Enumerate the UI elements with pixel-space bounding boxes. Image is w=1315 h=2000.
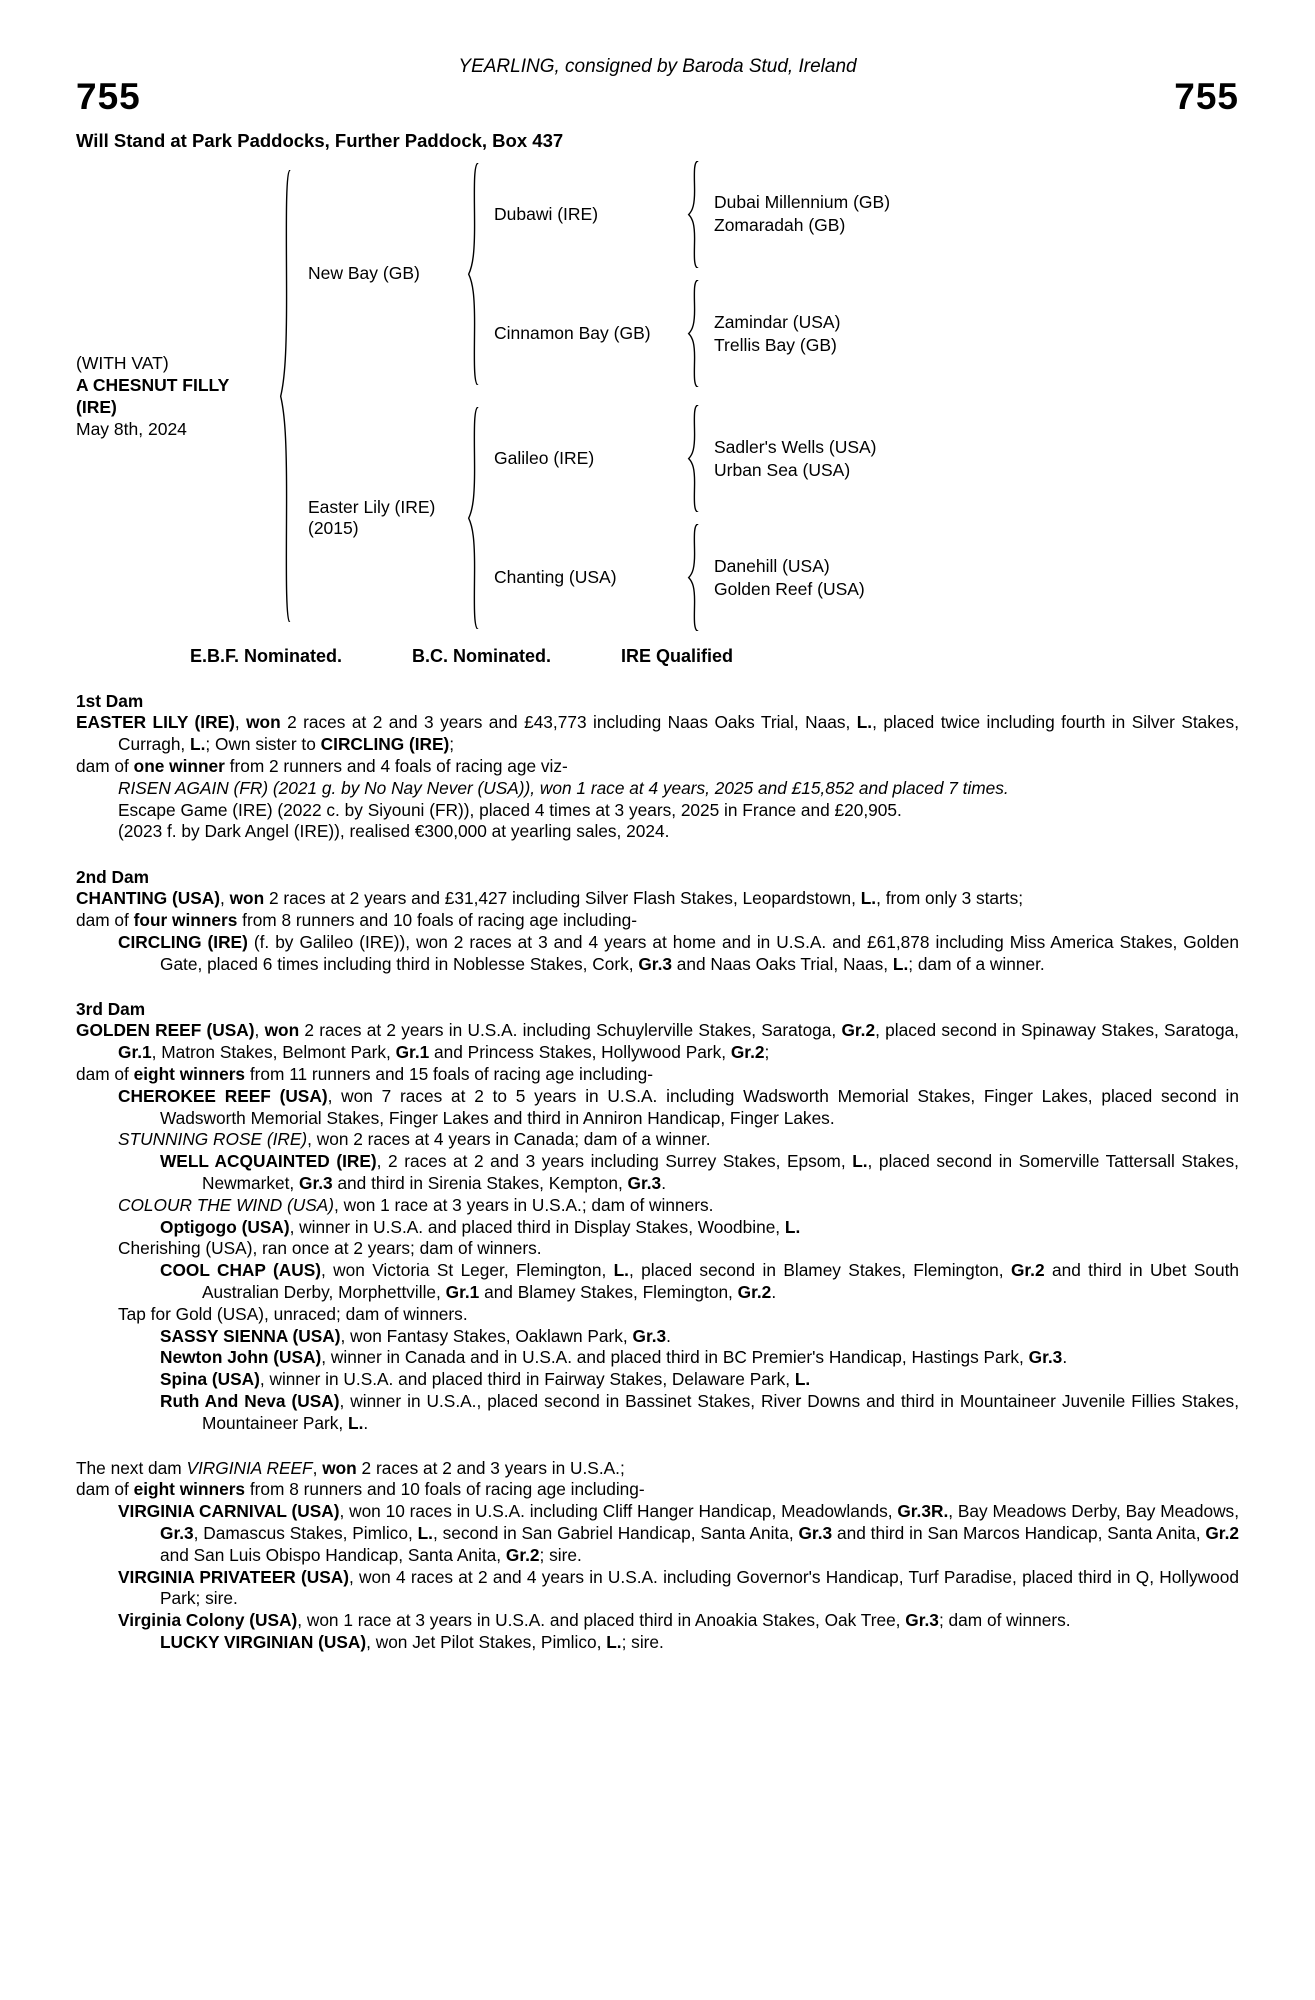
text-run: , placed second in Blamey Stakes, Flemington, [628,1260,1011,1281]
text-run: eight winners [133,1479,246,1500]
sire-generation-2 [494,160,890,388]
text-run: Gr.1 [445,1281,480,1302]
dam-branch [308,404,890,632]
text-run: dam of [76,909,134,930]
text-run: SASSY SIENNA (USA) [160,1325,341,1346]
pedigree-paragraph [76,888,1239,910]
text-run: L. [606,1631,622,1652]
text-run: 2 races at 2 years in U.S.A. including Schuylerville Stakes, Saratoga, [299,1020,842,1041]
text-run: , won 1 race at 3 years in U.S.A. and placed third in Anoakia Stakes, Oak Tree, [297,1610,906,1631]
ire-qualified-label: IRE Qualified [621,646,734,667]
text-run: Newton John (USA) [160,1347,322,1368]
text-run: VIRGINIA CARNIVAL (USA) [118,1501,340,1522]
dam-sire-sire-name: Sadler's Wells (USA) [714,436,877,457]
text-run: 2 races at 2 and 3 years in U.S.A.; [356,1457,625,1478]
text-run: , Matron Stakes, Belmont Park, [151,1042,396,1063]
text-run: , from only 3 starts; [876,888,1024,909]
text-run: CHEROKEE REEF (USA) [118,1085,328,1106]
text-run: Gr.3 [627,1172,662,1193]
text-run: COOL CHAP (AUS) [160,1260,321,1281]
text-run: Gr.2 [1010,1260,1045,1281]
text-run: , 2 races at 2 and 3 years including Surrey Stakes, Epsom, [376,1151,853,1172]
text-run: VIRGINIA REEF [186,1457,313,1478]
text-run: won [246,712,281,733]
section-heading: 3rd Dam [76,999,146,1020]
sire-sire-branch [494,160,890,269]
pedigree-paragraph [76,1064,1239,1086]
sire-sire-sire-name: Dubai Millennium (GB) [714,192,891,213]
text-run: L. [856,712,873,733]
dam-sire-dam-name: Urban Sea (USA) [714,459,851,480]
sire-dam-dam-name: Trellis Bay (GB) [714,334,837,355]
section-heading: 2nd Dam [76,867,149,888]
text-run: (f. by Galileo (IRE)), won 2 races at 3 and 4 years at home and in U.S.A. and £61,878 including Miss America Stakes, Golden Gate, placed 6 times including third in Noblesse Stakes, Cork, [160,931,1239,974]
text-run: EASTER LILY (IRE) [76,712,235,733]
dam-dam-name: Chanting (USA) [494,567,617,588]
pedigree-paragraph [76,756,1239,778]
text-run: , placed second in Spinaway Stakes, Saratoga, [875,1020,1239,1041]
pedigree-paragraph [76,1260,1239,1304]
brace-icon [686,404,710,513]
text-run: won [322,1457,357,1478]
text-run: and San Luis Obispo Handicap, Santa Anita, [160,1544,506,1565]
pedigree-chart [76,160,1239,633]
section-heading: 1st Dam [76,691,144,712]
text-run: , [234,712,247,733]
foaling-date: May 8th, 2024 [76,419,187,440]
text-run: Optigogo (USA) [160,1216,290,1237]
text-run: ; sire. [621,1631,664,1652]
pedigree-paragraph [76,1632,1239,1654]
text-run: L. [860,888,877,909]
text-run: The next dam [76,1457,187,1478]
text-run: , winner in U.S.A. and placed third in Fairway Stakes, Delaware Park, [259,1369,795,1390]
text-run: from 8 runners and 10 foals of racing age including- [245,1479,645,1500]
sire-sire-dam-name: Zomaradah (GB) [714,215,846,236]
pedigree-paragraph [76,821,1239,843]
text-run: from 11 runners and 15 foals of racing age including- [245,1063,653,1084]
text-run: Gr.3 [798,1522,833,1543]
pedigree-paragraph [76,1326,1239,1348]
text-run: Gr.3R. [897,1501,949,1522]
pedigree-paragraph [76,1086,1239,1130]
text-run: Cherishing (USA), ran once at 2 years; dam of winners. [118,1238,542,1259]
text-run: L. [190,734,206,755]
text-run: L. [348,1412,364,1433]
brace-icon [686,160,710,269]
horse-details [76,352,276,440]
pedigree-paragraph [76,1347,1239,1369]
text-run: (2023 f. by Dark Angel (IRE)), realised €300,000 at yearling sales, 2024. [118,821,670,842]
pedigree-paragraph [76,712,1239,756]
text-run: ; [764,1042,770,1063]
text-run: ; Own sister to [205,734,321,755]
nominations-row [76,646,1239,667]
dam-dam-sire-name: Danehill (USA) [714,555,830,576]
ebf-nominated-label: E.B.F. Nominated. [190,646,343,667]
text-run: one winner [133,756,225,776]
pedigree-paragraph [76,1020,1239,1064]
text-run: , second in San Gabriel Handicap, Santa Anita, [432,1522,799,1543]
text-run: dam of [76,1063,134,1084]
pedigree-paragraph [76,1369,1239,1391]
sire-dam-branch [494,279,890,388]
text-run: eight winners [133,1063,246,1084]
dam-section [76,690,1239,843]
text-run: dam of [76,756,134,776]
pedigree-paragraph [76,1391,1239,1435]
pedigree-paragraph [76,778,1239,800]
pedigree-paragraph [76,1501,1239,1566]
text-run: . [1062,1347,1068,1368]
pedigree-paragraph [76,800,1239,822]
text-run: Tap for Gold (USA), unraced; dam of winners. [118,1303,468,1324]
lot-number-row [76,78,1239,117]
text-run: Gr.2 [841,1020,876,1041]
text-run: STUNNING ROSE (IRE) [118,1129,308,1150]
text-run: VIRGINIA PRIVATEER (USA) [118,1566,349,1587]
pedigree-paragraph [76,1151,1239,1195]
text-run: and Princess Stakes, Hollywood Park, [429,1042,731,1063]
text-run: ; [449,734,455,755]
dam-sire-name: Galileo (IRE) [494,448,595,469]
text-run: 2 races at 2 and 3 years and £43,773 including Naas Oaks Trial, Naas, [280,712,857,733]
sire-sire-name: Dubawi (IRE) [494,203,599,224]
text-run: Gr.2 [505,1544,540,1565]
text-run: , won Victoria St Leger, Flemington, [320,1260,614,1281]
text-run: and third in Sirenia Stakes, Kempton, [332,1172,628,1193]
pedigree-paragraph [76,932,1239,976]
generation-3 [714,312,840,356]
text-run: won [229,888,265,909]
vat-note: (WITH VAT) [76,353,169,374]
pedigree-paragraph [76,1238,1239,1260]
pedigree-text [76,690,1239,1653]
text-run: COLOUR THE WIND (USA) [118,1194,335,1215]
text-run: and Blamey Stakes, Flemington, [479,1281,738,1302]
text-run: . [666,1325,671,1346]
text-run: Gr.1 [118,1042,152,1063]
text-run: CIRCLING (IRE) [118,931,248,952]
text-run: CHANTING (USA) [76,888,220,909]
pedigree-paragraph [76,1217,1239,1239]
text-run: L. [794,1369,811,1390]
sire-dam-name: Cinnamon Bay (GB) [494,323,651,344]
pedigree-paragraph [76,1304,1239,1326]
text-run: won [264,1020,300,1041]
brace-icon [686,279,710,388]
text-run: Gr.3 [160,1522,194,1543]
text-run: , placed twice including fourth in Silver Stakes, Curragh, [118,712,1239,755]
text-run: Escape Game (IRE) (2022 c. by Siyouni (FR)), placed 4 times at 3 years, 2025 in France and £20,905. [118,799,902,820]
pedigree-paragraph [76,1129,1239,1151]
text-run: L. [892,953,909,974]
text-run: Gr.3 [905,1610,939,1631]
bc-nominated-label: B.C. Nominated. [412,646,552,667]
text-run: from 2 runners and 4 foals of racing age viz- [224,756,568,776]
lot-number-left: 755 [76,76,141,117]
text-run: Gr.1 [395,1042,430,1063]
pedigree-paragraph [76,1610,1239,1632]
text-run: and Naas Oaks Trial, Naas, [672,953,893,974]
text-run: Spina (USA) [160,1369,260,1390]
text-run: , won 7 races at 2 to 5 years in U.S.A. including Wadsworth Memorial Stakes, Finger Lakes, placed second in Wadsworth Memorial Stakes, Finger Lakes and third in Anniron Handicap, Finger Lakes. [160,1085,1239,1128]
dam-dam-dam-name: Golden Reef (USA) [714,578,865,599]
text-run: WELL ACQUAINTED (IRE) [160,1151,377,1172]
horse-country: (IRE) [76,397,117,418]
pedigree-paragraph [76,910,1239,932]
text-run: Virginia Colony (USA) [118,1610,298,1631]
text-run: GOLDEN REEF (USA) [76,1020,255,1041]
sire-name: New Bay (GB) [308,263,420,284]
dam-name: Easter Lily (IRE) [308,497,436,518]
pedigree-paragraph [76,1479,1239,1501]
text-run: RISEN AGAIN (FR) [118,777,269,798]
text-run: L. [784,1216,801,1237]
brace-icon [278,160,302,633]
dam-section [76,998,1239,1434]
dam-sire-branch [494,404,877,513]
text-run: (2021 g. by No Nay Never (USA)), won 1 race at 4 years, 2025 and £15,852 and placed 7 times. [268,777,1009,798]
text-run: LUCKY VIRGINIAN (USA) [160,1631,367,1652]
text-run: , winner in Canada and in U.S.A. and placed third in BC Premier's Handicap, Hastings Park, [321,1347,1029,1368]
text-run: Gr.2 [730,1042,765,1063]
text-run: CIRCLING (IRE) [320,734,450,755]
dam-dam-branch [494,523,877,632]
text-run: from 8 runners and 10 foals of racing age including- [237,909,637,930]
text-run: , [220,888,230,909]
text-run: , Bay Meadows Derby, Bay Meadows, [948,1501,1240,1522]
text-run: ; sire. [539,1544,582,1565]
text-run: , placed second in Somerville Tattersall Stakes, Newmarket, [202,1151,1239,1193]
pedigree-paragraph [76,1195,1239,1217]
text-run: four winners [133,909,238,930]
dam-generation-2 [494,404,877,632]
stand-location-line: Will Stand at Park Paddocks, Further Paddock, Box 437 [76,129,564,151]
dam-name-cell [308,497,466,539]
text-run: dam of [76,1479,134,1500]
text-run: , won Fantasy Stakes, Oaklawn Park, [340,1325,633,1346]
text-run: Ruth And Neva (USA) [160,1390,340,1411]
generation-3 [714,437,877,481]
pedigree-paragraph [76,1458,1239,1480]
text-run: . [661,1172,666,1193]
text-run: , won 2 races at 4 years in Canada; dam of a winner. [307,1129,711,1150]
consignor-line: YEARLING, consigned by Baroda Stud, Ireland [458,56,857,77]
brace-icon [466,160,490,388]
lot-number-right: 755 [1174,76,1239,117]
text-run: and third in San Marcos Handicap, Santa Anita, [832,1522,1206,1543]
text-run: , won Jet Pilot Stakes, Pimlico, [366,1631,607,1652]
dam-section [76,866,1239,975]
text-run: Gr.2 [737,1281,772,1302]
generation-3 [714,556,865,600]
text-run: , won 1 race at 3 years in U.S.A.; dam of winners. [334,1194,714,1215]
text-run: , won 10 races in U.S.A. including Cliff Hanger Handicap, Meadowlands, [339,1501,898,1522]
brace-icon [466,404,490,632]
text-run: Gr.3 [299,1172,333,1193]
text-run: , winner in U.S.A., placed second in Bassinet Stakes, River Downs and third in Mountaineer Juvenile Fillies Stakes, Mountaineer Park, [202,1390,1239,1433]
text-run: ; dam of a winner. [908,953,1045,974]
text-run: L. [852,1151,868,1172]
dam-section [76,1458,1239,1654]
text-run: , won 4 races at 2 and 4 years in U.S.A. including Governor's Handicap, Turf Paradise, placed third in Q, Hollywood Park; sire. [160,1566,1239,1609]
text-run: . [363,1412,369,1433]
pedigree-paragraph [76,1567,1239,1611]
horse-name: A CHESNUT FILLY [76,375,230,396]
text-run: L. [613,1260,629,1281]
text-run: . [771,1281,777,1302]
generation-1 [308,160,890,633]
text-run: , Damascus Stakes, Pimlico, [193,1522,418,1543]
generation-3 [714,192,890,236]
text-run: ; dam of winners. [938,1610,1071,1631]
text-run: , [254,1020,265,1041]
text-run: 2 races at 2 years and £31,427 including Silver Flash Stakes, Leopardstown, [264,888,861,909]
text-run: Gr.3 [638,953,672,974]
dam-year: (2015) [308,518,359,539]
text-run: Gr.3 [632,1325,667,1346]
text-run: , [312,1457,323,1478]
text-run: L. [417,1522,433,1543]
text-run: , winner in U.S.A. and placed third in Display Stakes, Woodbine, [289,1216,785,1237]
text-run: Gr.3 [1028,1347,1063,1368]
brace-icon [686,523,710,632]
sire-dam-sire-name: Zamindar (USA) [714,311,841,332]
text-run: and third in Ubet South Australian Derby, Morphettville, [202,1260,1239,1302]
sire-branch [308,160,890,388]
text-run: Gr.2 [1205,1522,1239,1543]
